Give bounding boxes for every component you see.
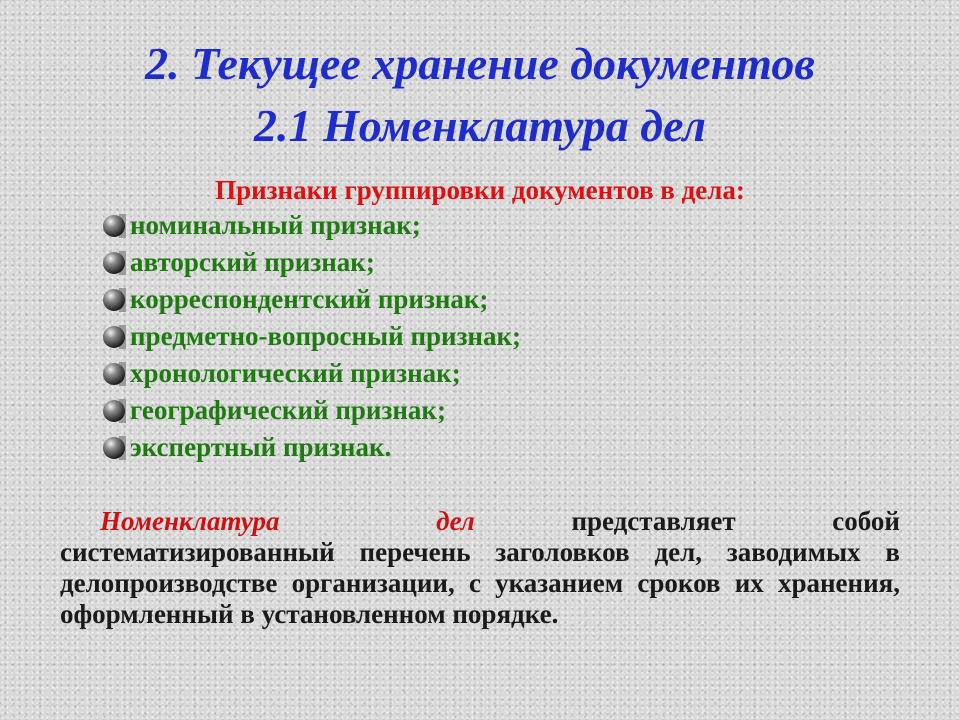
list-item-label: предметно-вопросный признак; bbox=[130, 321, 522, 351]
slide-subtitle-heading: 2.1 Номенклатура дел bbox=[254, 100, 706, 151]
sphere-bullet-icon bbox=[102, 325, 128, 349]
list-item-label: авторский признак; bbox=[130, 247, 375, 277]
sphere-bullet-icon bbox=[102, 214, 128, 238]
definition-text: представляет собой систематизированный перечень заголовков дел, заводимых в делопроизводстве организации, с указанием сроков их хранения, оформленный в установленном порядке. bbox=[60, 506, 900, 629]
list-item bbox=[102, 207, 521, 244]
list-item-label: географический признак; bbox=[130, 395, 446, 425]
list-item bbox=[102, 429, 521, 466]
sphere-bullet-icon bbox=[102, 399, 128, 423]
sphere-bullet-icon bbox=[102, 436, 128, 460]
list-item bbox=[102, 355, 521, 392]
grouping-criteria-heading: Признаки группировки документов в дела: bbox=[215, 175, 745, 205]
sphere-bullet-icon bbox=[102, 288, 128, 312]
list-item bbox=[102, 244, 521, 281]
sphere-bullet-icon bbox=[102, 362, 128, 386]
sphere-bullet-icon bbox=[102, 251, 128, 275]
slide-title: 2. Текущее хранение документов bbox=[145, 38, 815, 89]
list-item bbox=[102, 318, 521, 355]
list-item-label: корреспондентский признак; bbox=[130, 284, 489, 314]
definition-paragraph bbox=[60, 506, 900, 630]
list-item-label: экспертный признак. bbox=[130, 432, 392, 462]
list-item bbox=[102, 281, 521, 318]
grouping-criteria-list bbox=[102, 207, 521, 466]
list-item bbox=[102, 392, 521, 429]
list-item-label: хронологический признак; bbox=[130, 358, 461, 388]
definition-term: Номенклатура дел bbox=[100, 506, 475, 536]
list-item-label: номинальный признак; bbox=[130, 210, 421, 240]
